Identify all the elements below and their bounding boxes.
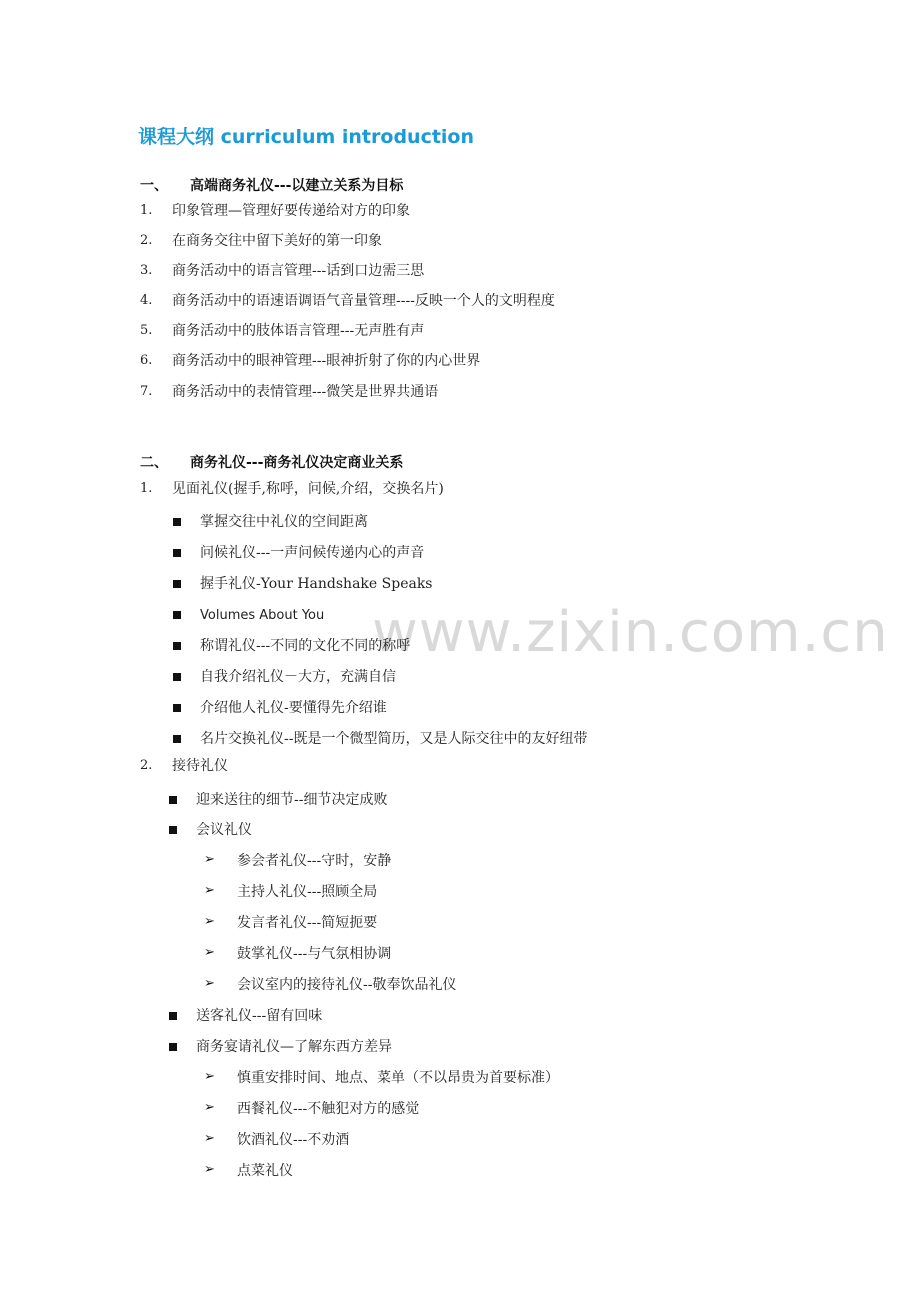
sub-item: Volumes About You [200, 608, 325, 623]
watermark: www.zixin.com.cn [372, 600, 889, 665]
section-1-title: 高端商务礼仪---以建立关系为目标 [190, 178, 404, 194]
arrow-bullet-icon: ➢ [204, 852, 215, 867]
arrow-bullet-icon: ➢ [204, 883, 215, 898]
square-bullet-icon [173, 735, 181, 743]
arrow-bullet-icon: ➢ [204, 1100, 215, 1115]
arrow-bullet-icon: ➢ [204, 1069, 215, 1084]
square-bullet-icon [173, 549, 181, 557]
square-bullet-icon [173, 580, 181, 588]
arrow-bullet-icon: ➢ [204, 1162, 215, 1177]
section-2-heading [140, 452, 403, 472]
sub-item: 问候礼仪---一声问候传递内心的声音 [200, 545, 425, 561]
square-bullet-icon [173, 611, 181, 619]
sub-sub-item: 点菜礼仪 [237, 1163, 293, 1179]
sub-sub-item: 饮酒礼仪---不劝酒 [237, 1132, 350, 1148]
sub-sub-item: 主持人礼仪---照顾全局 [237, 884, 378, 900]
square-bullet-icon [169, 1012, 177, 1020]
page-title: 课程大纲 curriculum introduction [138, 126, 475, 148]
arrow-bullet-icon: ➢ [204, 914, 215, 929]
square-bullet-icon [169, 796, 177, 804]
sub-item: 会议礼仪 [196, 822, 252, 838]
document-page: www.zixin.com.cn 课程大纲 curriculum introduction 一、 高端商务礼仪---以建立关系为目标 1. 印象管理—管理好要传递给对方的印象 2. 在商务交往中留下美好的第一印象 3. 商务活动中的语言管理---话到口边需三思 4. 商务活动中的语速语调语气音量管理----反映一个人的文明程度 5. 商务活动中的肢体语言管理---无声胜有声 6. 商务活动中的眼神管理---眼神折射了你的内心世界 7. 商务活动中的表情管理---微笑是世界共通语 二、 商务礼仪---商务礼仪决定商业关系 1. 见面礼仪(握手,称呼，问候,介绍，交换名片) 掌握交往中礼仪的空间距离 问候礼仪---一声问候传递内心的声音 握手礼仪-Your Handshake Speaks Volumes About You 称谓礼仪---不同的文化不同的称呼 自我介绍礼仪－大方，充满自信 介绍他人礼仪-要懂得先介绍谁 名片交换礼仪--既是一个微型简历，又是人际交往中的友好纽带 2. 接待礼仪 迎来送往的细节--细节决定成败 会议礼仪 ➢ 参会者礼仪---守时，安静 ➢ 主持人礼仪---照顾全局 ➢ 发言者礼仪---简短扼要 ➢ 鼓掌礼仪---与气氛相协调 ➢ 会议室内的接待礼仪--敬奉饮品礼仪 送客礼仪---留有回味 商务宴请礼仪—了解东西方差异 ➢ 慎重安排时间、地点、菜单（不以昂贵为首要标准） ➢ 西餐礼仪---不触犯对方的感觉 ➢ 饮酒礼仪---不劝酒 ➢ 点菜礼仪 [0, 0, 920, 1302]
square-bullet-icon [173, 704, 181, 712]
sub-item: 自我介绍礼仪－大方，充满自信 [200, 669, 396, 685]
sub-sub-item: 参会者礼仪---守时，安静 [237, 853, 392, 869]
section-2-number: 二、 [140, 455, 168, 471]
sub-item: 名片交换礼仪--既是一个微型简历，又是人际交往中的友好纽带 [200, 731, 588, 747]
square-bullet-icon [173, 673, 181, 681]
section-1-heading [140, 175, 403, 195]
sub-sub-item: 慎重安排时间、地点、菜单（不以昂贵为首要标准） [237, 1070, 559, 1086]
section-1-number: 一、 [140, 178, 168, 194]
arrow-bullet-icon: ➢ [204, 945, 215, 960]
square-bullet-icon [173, 518, 181, 526]
square-bullet-icon [173, 642, 181, 650]
square-bullet-icon [169, 826, 177, 834]
sub-item: 迎来送往的细节--细节决定成败 [196, 792, 388, 808]
square-bullet-icon [169, 1043, 177, 1051]
sub-item: 称谓礼仪---不同的文化不同的称呼 [200, 638, 411, 654]
sub-item: 介绍他人礼仪-要懂得先介绍谁 [200, 700, 387, 716]
sub-sub-item: 西餐礼仪---不触犯对方的感觉 [237, 1101, 420, 1117]
sub-item: 握手礼仪-Your Handshake Speaks [200, 576, 433, 592]
sub-sub-item: 会议室内的接待礼仪--敬奉饮品礼仪 [237, 977, 457, 993]
sub-sub-item: 发言者礼仪---简短扼要 [237, 915, 378, 931]
sub-sub-item: 鼓掌礼仪---与气氛相协调 [237, 946, 392, 962]
arrow-bullet-icon: ➢ [204, 976, 215, 991]
sub-item: 掌握交往中礼仪的空间距离 [200, 514, 368, 530]
sub-item: 送客礼仪---留有回味 [196, 1008, 323, 1024]
section-2-title: 商务礼仪---商务礼仪决定商业关系 [190, 455, 404, 471]
sub-item: 商务宴请礼仪—了解东西方差异 [196, 1039, 392, 1055]
arrow-bullet-icon: ➢ [204, 1131, 215, 1146]
